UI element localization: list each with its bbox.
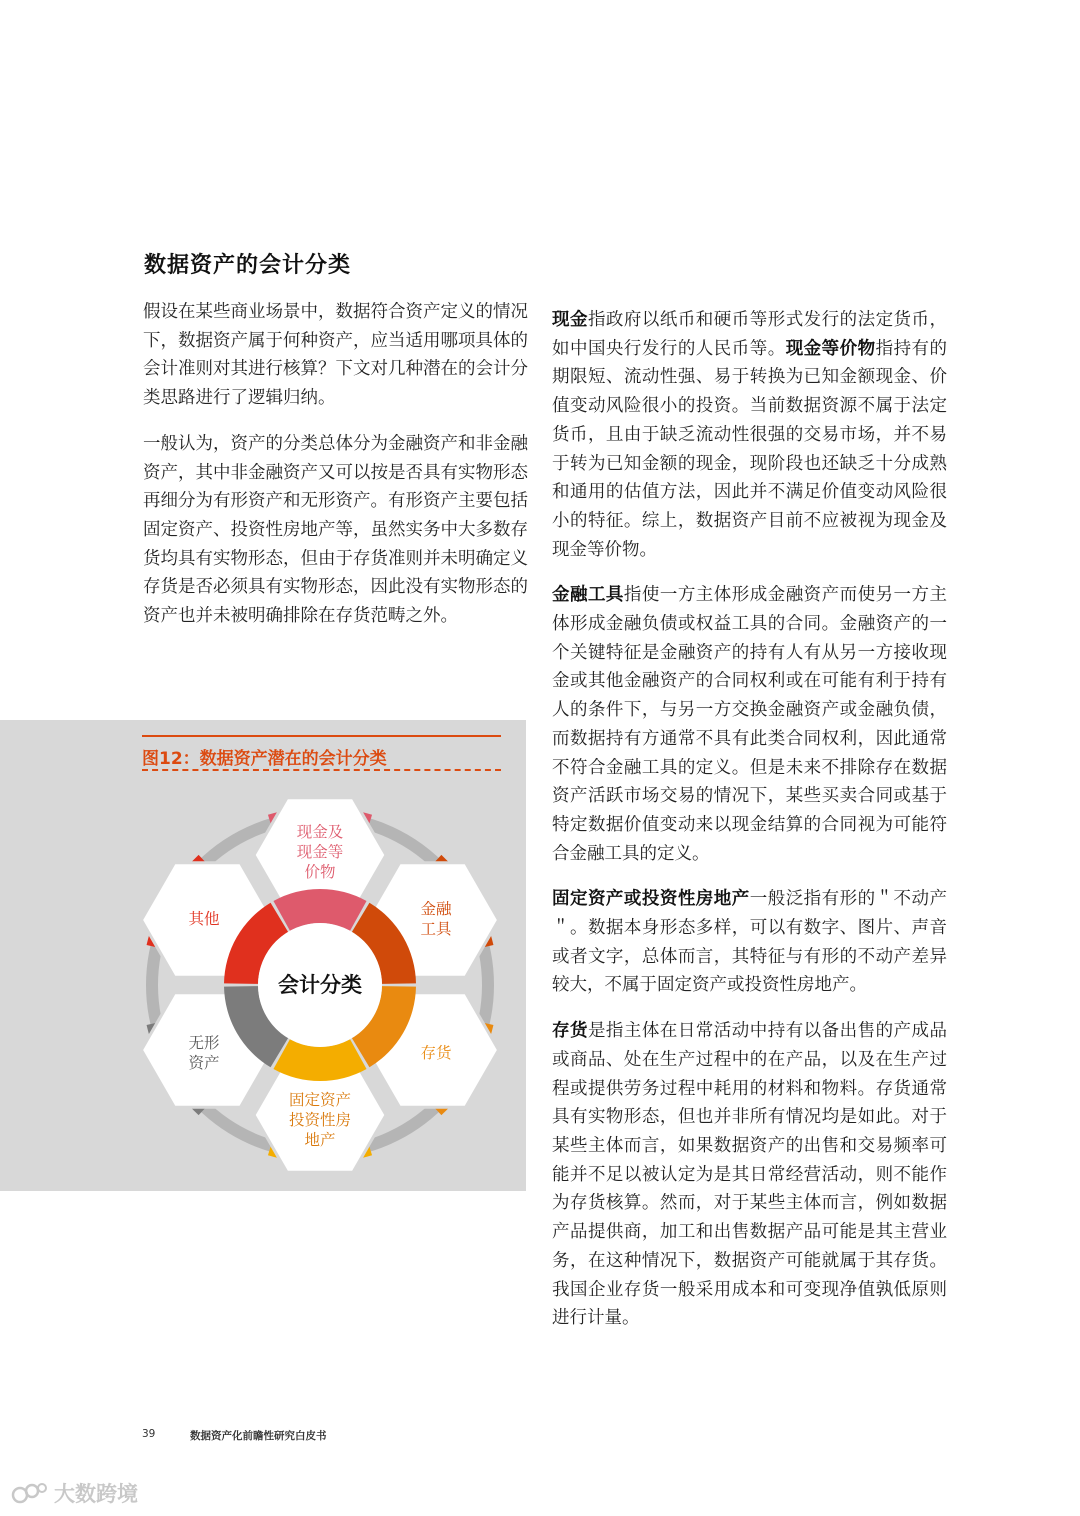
paragraph-inventory xyxy=(552,1017,947,1333)
figure-title: 图12：数据资产潜在的会计分类 xyxy=(142,749,387,769)
label-inventory: 存货 xyxy=(420,1044,452,1062)
label-intangible: 资产 xyxy=(188,1054,220,1072)
right-column xyxy=(552,306,947,1350)
label-financial: 金融 xyxy=(420,900,452,918)
left-column xyxy=(143,298,528,648)
page-number: 39 xyxy=(142,1428,156,1440)
label-fixed: 投资性房 xyxy=(288,1111,352,1129)
label-fixed: 固定资产 xyxy=(288,1091,352,1109)
paragraph-text: 指使一方主体形成金融资产而使另一方主体形成金融负债或权益工具的合同。金融资产的一个关键特征是金融资产的持有人有从另一方接收现金或其他金融资产的合同权利或在可能有利于持有人的条件下，与另一方交换金融资产或金融负债，而数据持有方通常不具有此类合同权利，因此通常不符合金融工具的定义。但是未来不排除存在数据资产活跃市场交易的情况下，某些买卖合同或基于特定数据价值变动来以现金结算的合同视为可能符合金融工具的定义。 xyxy=(552,585,948,864)
paragraph-fixed-assets xyxy=(552,885,947,1000)
accounting-classification-diagram xyxy=(130,780,510,1180)
paragraph-text: 一般泛指有形的＂不动产＂。数据本身形态多样，可以有数字、图片、声音或者文字，总体而言，其特征与有形的不动产差异较大，不属于固定资产或投资性房地产。 xyxy=(552,889,948,996)
paragraph-classification: 一般认为，资产的分类总体分为金融资产和非金融资产，其中非金融资产又可以按是否具有实物形态再细分为有形资产和无形资产。有形资产主要包括固定资产、投资性房地产等，虽然实务中大多数存货均具有实物形态，但由于存货准则并未明确定义存货是否必须具有实物形态，因此没有实物形态的资产也并未被明确排除在存货范畴之外。 xyxy=(143,433,528,627)
label-cash: 现金等 xyxy=(296,843,344,861)
label-cash: 现金及 xyxy=(296,823,344,841)
label-other: 其他 xyxy=(188,910,220,928)
paragraph-text: 是指主体在日常活动中持有以备出售的产成品或商品、处在生产过程中的在产品，以及在生产过程或提供劳务过程中耗用的材料和物料。存货通常具有实物形态，但也并非所有情况均是如此。对于某些主体而言，如果数据资产的出售和交易频率可能并不足以被认定为是其日常经营活动，则不能作为存货核算。然而，对于某些主体而言，例如数据产品提供商，加工和出售数据产品可能是其主营业务，在这种情况下，数据资产可能就属于其存货。我国企业存货一般采用成本和可变现净值孰低原则进行计量。 xyxy=(552,1021,947,1329)
paragraph-cash xyxy=(552,306,947,564)
term-inventory: 存货 xyxy=(552,1021,588,1042)
paragraph-intro: 假设在某些商业场景中，数据符合资产定义的情况下，数据资产属于何种资产，应当适用哪项具体的会计准则对其进行核算？下文对几种潜在的会计分类思路进行了逻辑归纳。 xyxy=(143,302,528,409)
term-cash: 现金 xyxy=(552,310,588,330)
label-financial: 工具 xyxy=(420,920,452,938)
term-fixed-assets: 固定资产或投资性房地产 xyxy=(552,889,750,910)
watermark-logo-icon xyxy=(10,1480,50,1506)
label-fixed: 地产 xyxy=(304,1131,336,1149)
watermark-text: 大数跨境 xyxy=(54,1482,138,1506)
center-label: 会计分类 xyxy=(278,973,362,997)
term-financial-instruments: 金融工具 xyxy=(552,585,624,606)
section-heading: 数据资产的会计分类 xyxy=(144,253,352,278)
paragraph-financial-instruments xyxy=(552,581,947,868)
figure-top-rule xyxy=(142,735,501,737)
label-cash: 价物 xyxy=(304,863,336,881)
paragraph-text: 指持有的期限短、流动性强、易于转换为已知金额现金、价值变动风险很小的投资。当前数据资源不属于法定货币，且由于缺乏流动性很强的交易市场，并不易于转为已知金额的现金，现阶段也还缺乏十分成熟和通用的估值方法，因此并不满足价值变动风险很小的特征。综上，数据资产目前不应被视为现金及现金等价物。 xyxy=(552,338,948,560)
watermark xyxy=(10,1478,138,1508)
label-intangible: 无形 xyxy=(188,1034,220,1052)
document-title: 数据资产化前瞻性研究白皮书 xyxy=(190,1430,327,1442)
figure-dashed-rule xyxy=(142,769,501,771)
paragraph-text: 指政府以纸币和硬币等形式发行的法定货币，如中国央行发行的人民币等。 xyxy=(552,310,947,359)
term-cash-equivalents: 现金等价物 xyxy=(785,338,876,359)
